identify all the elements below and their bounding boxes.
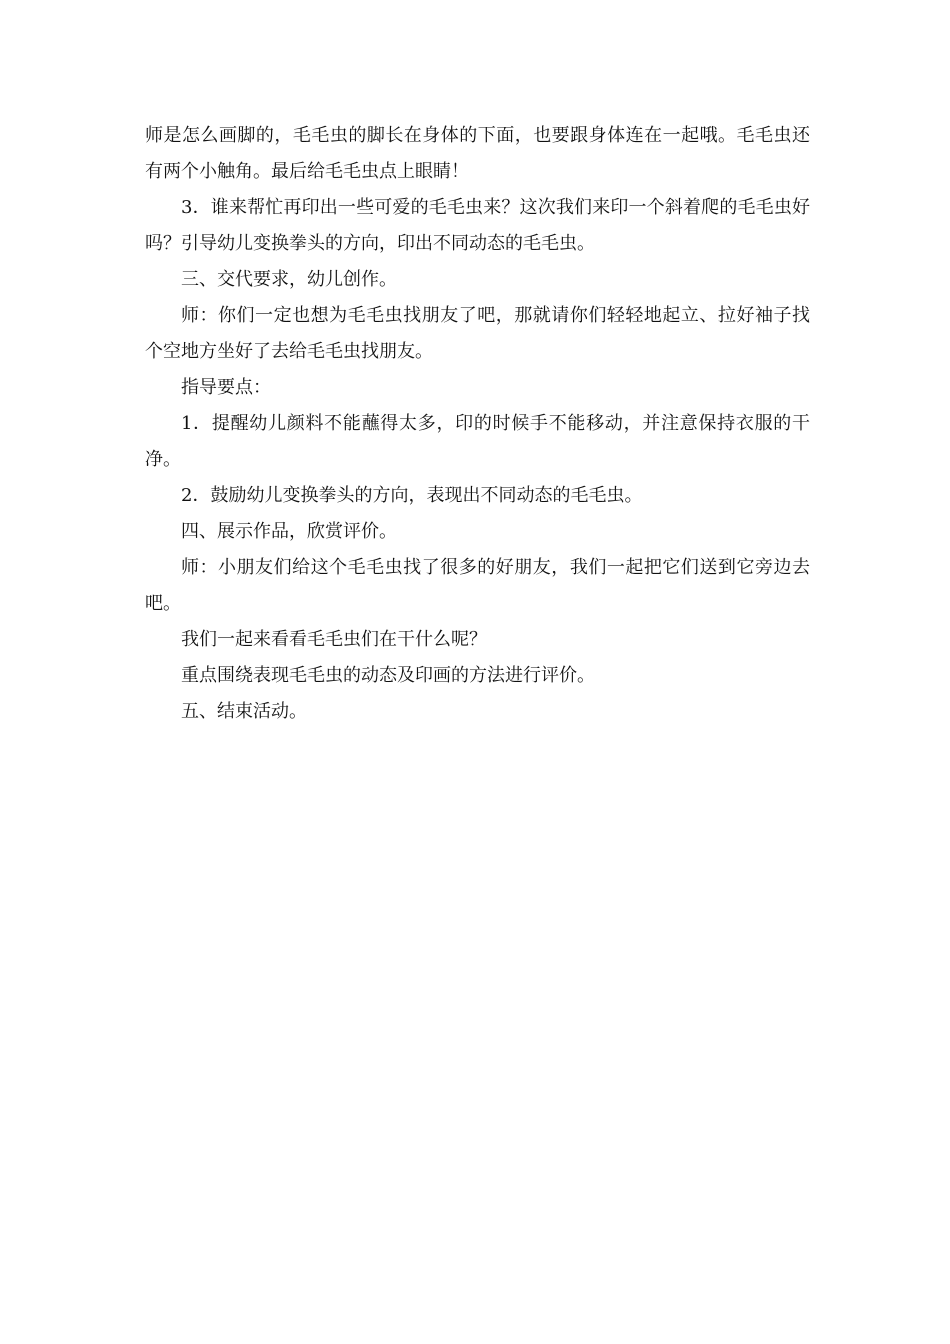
paragraph-5: 指导要点：	[181, 377, 271, 398]
paragraph-10: 我们一起来看看毛毛虫们在干什么呢？	[181, 629, 487, 650]
paragraph-11: 重点围绕表现毛毛虫的动态及印画的方法进行评价。	[181, 665, 595, 686]
paragraph-9: 师：小朋友们给这个毛毛虫找了很多的好朋友，我们一起把它们送到它旁边去吧。	[145, 557, 810, 614]
paragraph-3: 三、交代要求，幼儿创作。	[181, 269, 397, 290]
paragraph-8: 四、展示作品，欣赏评价。	[181, 521, 397, 542]
paragraph-7: 2．鼓励幼儿变换拳头的方向，表现出不同动态的毛毛虫。	[181, 485, 643, 506]
paragraph-1: 师是怎么画脚的，毛毛虫的脚长在身体的下面，也要跟身体连在一起哦。毛毛虫还有两个小触角。最后给毛毛虫点上眼睛！	[145, 125, 810, 182]
paragraph-12: 五、结束活动。	[181, 701, 307, 722]
paragraph-2: 3．谁来帮忙再印出一些可爱的毛毛虫来？这次我们来印一个斜着爬的毛毛虫好吗？引导幼儿变换拳头的方向，印出不同动态的毛毛虫。	[145, 197, 810, 254]
paragraph-6: 1．提醒幼儿颜料不能蘸得太多，印的时候手不能移动，并注意保持衣服的干净。	[145, 413, 810, 470]
document-body	[145, 118, 810, 730]
paragraph-4: 师：你们一定也想为毛毛虫找朋友了吧，那就请你们轻轻地起立、拉好袖子找个空地方坐好了去给毛毛虫找朋友。	[145, 305, 810, 362]
